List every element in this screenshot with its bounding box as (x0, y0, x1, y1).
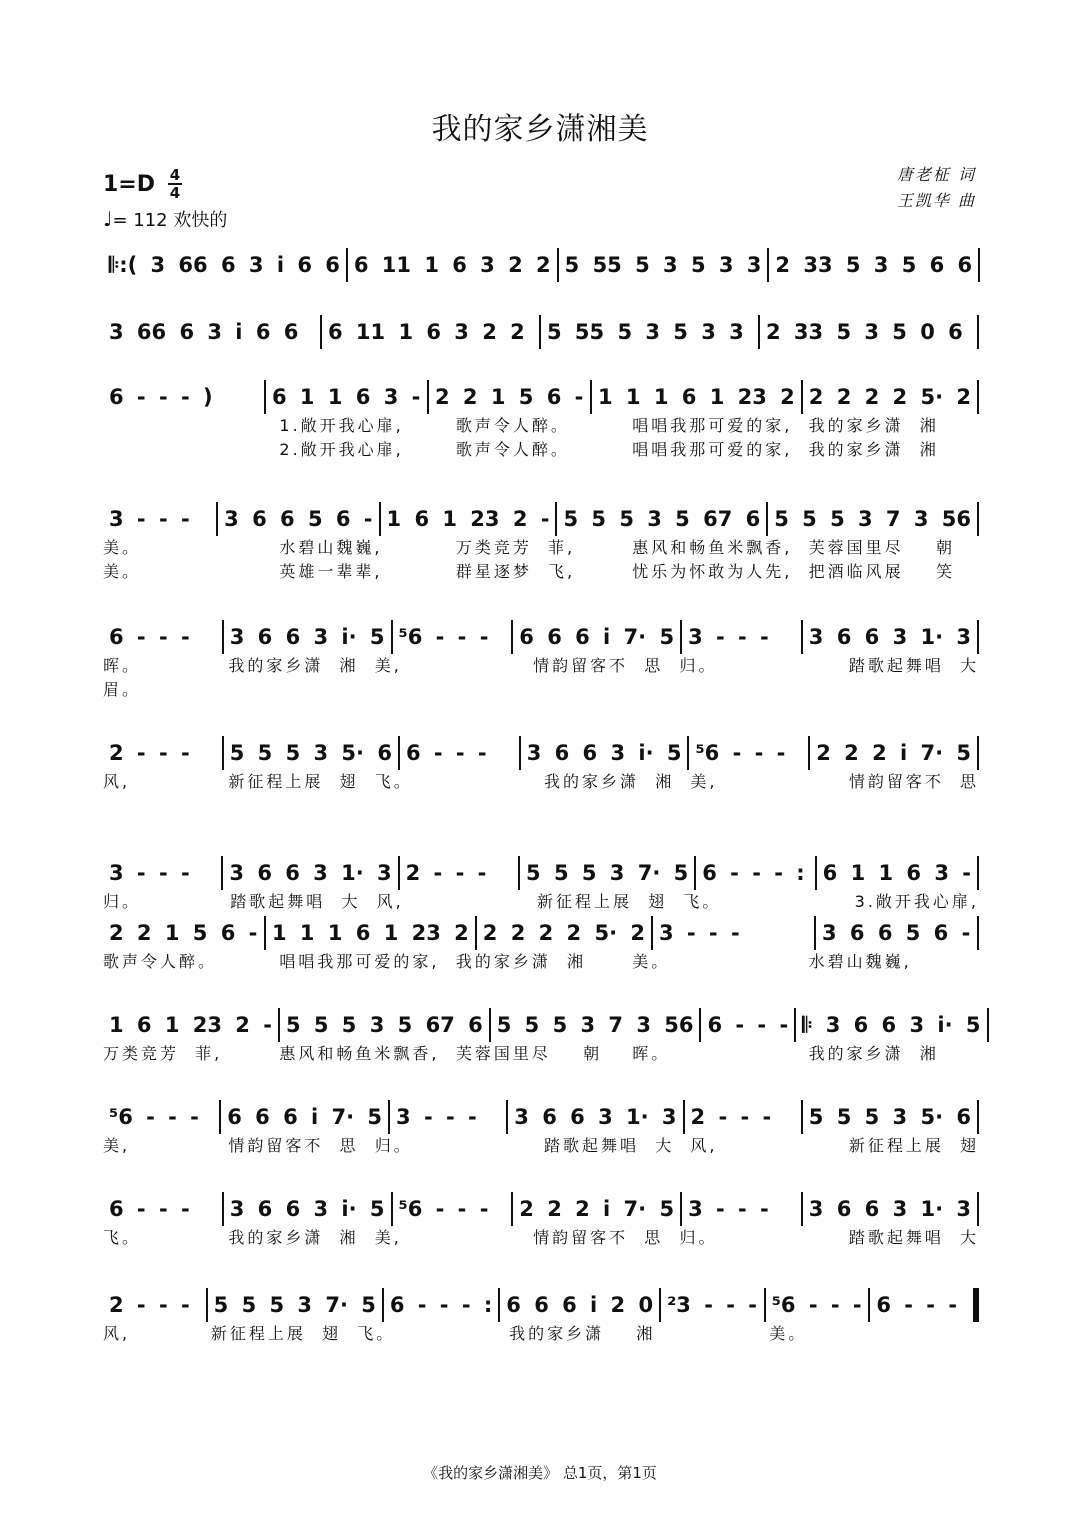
lyric-segment (871, 1322, 979, 1346)
measure (266, 385, 427, 409)
measure (266, 921, 475, 945)
measure-notes: ⁵6 - - - (695, 741, 786, 765)
measure-notes: 1 6 1 23 2 - (386, 507, 550, 531)
lyrics-line (103, 770, 979, 794)
lyric-segment (717, 1134, 842, 1158)
lyric-segment (404, 890, 531, 914)
measure-notes: 3 6 6 3 i· 5 (526, 741, 682, 765)
measure-notes: 2 33 5 3 5 0 6 (766, 320, 963, 344)
barline (987, 1008, 989, 1042)
score-row (103, 380, 979, 462)
notes-line (103, 380, 979, 414)
score-row (103, 736, 979, 794)
barline (977, 856, 979, 890)
measure-notes: 1 6 1 23 2 - (109, 1013, 272, 1037)
measure-notes: 6 - - - (405, 741, 487, 765)
barline (977, 315, 979, 349)
measure-notes: 𝄆 3 6 6 3 i· 5 (802, 1012, 981, 1037)
lyric-segment: 水碧山魏巍, (808, 952, 912, 971)
time-sig-bottom: 4 (169, 184, 181, 202)
measure-notes: ⁵6 - - - (398, 625, 489, 649)
measure (477, 921, 651, 945)
score-row (103, 1008, 979, 1066)
measure (103, 861, 221, 885)
lyric-segment (103, 438, 273, 462)
measure (760, 320, 977, 344)
measure-notes: 6 6 6 i 7· 5 (519, 625, 675, 649)
measure (696, 861, 814, 885)
lyric-segment: 新征程上展 翅 飞。 (228, 772, 413, 791)
lyrics-line (103, 1226, 979, 1250)
score-row (103, 248, 979, 282)
measure-notes: 3 - - - (688, 625, 769, 649)
measure (103, 1013, 278, 1037)
measure (103, 507, 216, 531)
lyric-segment: 风, (103, 772, 131, 791)
measure-notes: 3 6 6 3 1· 3 (514, 1105, 677, 1129)
tempo-text: = 112 欢快的 (112, 210, 228, 231)
lyric-segment: 我的家乡潇 湘 美, (228, 1228, 402, 1247)
measure-notes: 5 5 5 3 5 67 6 (563, 507, 761, 531)
measure (223, 861, 397, 885)
measure-notes: 3 - - - (688, 1197, 769, 1221)
measure-notes: 3 66 6 3 i 6 6 (109, 320, 299, 344)
lyric-segment (244, 678, 391, 702)
measure (513, 625, 680, 649)
measure (508, 1105, 682, 1129)
score-row (103, 1100, 979, 1158)
measure-notes: 2 - - - (109, 741, 190, 765)
measure (322, 320, 539, 344)
measure-notes: 1 1 1 6 1 23 2 (598, 385, 795, 409)
measure-notes: 5 5 5 3 7· 5 (213, 1293, 376, 1317)
measure-notes: 2 2 2 i 7· 5 (519, 1197, 675, 1221)
measure (103, 921, 264, 945)
measure (103, 320, 320, 344)
measure (491, 1013, 700, 1037)
measure (103, 741, 222, 765)
barline (977, 380, 979, 414)
page-footer: 《我的家乡潇湘美》 总1页，第1页 (423, 1464, 657, 1482)
composer: 王凯华 曲 (896, 191, 976, 210)
lyric-segment: 群星逐梦 飞, (455, 562, 576, 581)
lyrics-line (103, 890, 979, 914)
measure-notes: 5 5 5 3 5· 6 (808, 1105, 971, 1129)
measure (208, 1293, 382, 1317)
credits (897, 162, 976, 214)
lyric-segment: 新征程上展 翅 飞。 (210, 1324, 396, 1343)
measure-notes: 3 6 6 3 i· 5 (229, 1197, 385, 1221)
measure (393, 625, 512, 649)
measure-notes: 5 55 5 3 5 3 3 (564, 253, 762, 277)
score-row (103, 620, 979, 702)
measure (682, 625, 801, 649)
lyric-segment: 我的家乡潇 湘 (808, 1044, 939, 1063)
measure (559, 253, 768, 277)
lyric-segment: 美, (103, 1136, 131, 1155)
measure-notes: 6 1 1 6 3 - (272, 385, 421, 409)
lyric-segment (655, 1322, 763, 1346)
measure-notes: 1 1 1 6 1 23 2 (272, 921, 469, 945)
measure (769, 253, 978, 277)
measure-notes: 6 11 1 6 3 2 2 (328, 320, 525, 344)
measure-notes: 6 - - - (109, 625, 190, 649)
lyrics-line (103, 1042, 979, 1066)
measure-notes: 2 2 1 5 6 - (109, 921, 258, 945)
lyric-segment: 情韵留客不 思 (848, 772, 980, 791)
lyric-segment: 英雄一辈辈, (279, 562, 383, 581)
lyrics-line (103, 950, 979, 974)
barline (977, 502, 979, 536)
measure (348, 253, 557, 277)
notes-line (103, 248, 979, 282)
measure-notes: 3 6 6 5 6 - (821, 921, 971, 945)
lyric-segment: 唱唱我那可爱的家, (632, 416, 793, 435)
lyric-segment: 美。 (103, 538, 142, 557)
notes-line (103, 856, 979, 890)
measure-notes: 3 - - - (109, 507, 190, 531)
measure-notes: 2 2 1 5 6 - (435, 385, 584, 409)
score-row (103, 856, 979, 914)
measure (817, 861, 977, 885)
time-sig-top: 4 (169, 166, 181, 184)
measure-notes: ⁵6 - - - (398, 1197, 489, 1221)
score-row (103, 916, 979, 974)
measure (701, 1013, 794, 1037)
key-signature: 1=D (103, 172, 156, 197)
barline (977, 1100, 979, 1134)
measure-notes: 6 - - - (109, 1197, 190, 1221)
quarter-note-icon: ♩ (103, 207, 113, 231)
measure-notes: 2 2 2 2 5· 2 (808, 385, 971, 409)
measure (803, 625, 977, 649)
measure (803, 1197, 977, 1221)
measure-notes: 3 6 6 5 6 - (224, 507, 373, 531)
barline (977, 736, 979, 770)
measure (280, 1013, 489, 1037)
measure (103, 1293, 206, 1317)
notes-line (103, 736, 979, 770)
measure (224, 1197, 391, 1221)
lyric-segment: 万类竞芳 菲, (103, 1044, 223, 1063)
measure (768, 507, 977, 531)
lyric-segment: 踏歌起舞唱 大 (848, 1228, 980, 1247)
measure (400, 861, 518, 885)
measure (400, 741, 519, 765)
lyricist: 唐老柾 词 (896, 165, 976, 184)
notes-line (103, 315, 979, 349)
measure-notes: ²3 - - - (667, 1293, 757, 1317)
lyric-segment: 我的家乡潇 湘 (455, 952, 586, 971)
notes-line (103, 916, 979, 950)
lyric-segment: 眉。 (103, 680, 142, 699)
lyric-segment: 1.敞开我心扉, (279, 416, 404, 435)
lyric-segment: 芙蓉国里尽 朝 (808, 538, 955, 557)
time-signature (168, 168, 182, 200)
measure-notes: ⁵6 - - - (771, 1293, 862, 1317)
measure (429, 385, 590, 409)
measure-notes: 5 5 5 3 7 3 56 (774, 507, 971, 531)
score-row (103, 315, 979, 349)
lyric-segment: 歌声令人醉。 (455, 416, 570, 435)
lyric-segment: 新征程上展 翅 (848, 1136, 980, 1155)
measure (103, 625, 222, 649)
measure (103, 1197, 222, 1221)
measure-notes: 2 2 2 2 5· 2 (482, 921, 645, 945)
measure (682, 1197, 801, 1221)
lyric-segment: 踏歌起舞唱 大 风, (544, 1136, 718, 1155)
lyric-segment: 晖。 (632, 1044, 671, 1063)
lyric-segment: 水碧山魏巍, (279, 538, 383, 557)
measure (685, 1105, 801, 1129)
lyric-segment (391, 678, 538, 702)
barline (978, 248, 980, 282)
measure-notes: 6 - - - ) (109, 385, 213, 409)
lyric-segment: 情韵留客不 思 归。 (533, 1228, 718, 1247)
measure (592, 385, 801, 409)
measure (218, 507, 378, 531)
measure (803, 1105, 977, 1129)
measure-notes: 6 - - - : (389, 1293, 493, 1317)
measure-notes: 2 - - - (109, 1293, 190, 1317)
lyrics-line (103, 560, 979, 584)
measure (541, 320, 758, 344)
lyric-segment (103, 414, 273, 438)
lyric-segment: 3.敞开我心扉, (854, 892, 979, 911)
measure-notes: 3 6 6 3 1· 3 (229, 861, 392, 885)
lyric-segment (717, 1226, 842, 1250)
measure-notes: 2 - - - (690, 1105, 772, 1129)
measure-notes: 2 2 2 i 7· 5 (816, 741, 972, 765)
measure (103, 385, 264, 409)
score-row (103, 1192, 979, 1250)
measure-notes: 6 1 1 6 3 - (822, 861, 971, 885)
lyric-segment: 新征程上展 翅 飞。 (537, 892, 722, 911)
measure (796, 1013, 986, 1038)
lyric-segment (721, 890, 848, 914)
measure (520, 861, 694, 885)
barline (977, 916, 979, 950)
lyric-segment: 归。 (103, 892, 142, 911)
measure (513, 1197, 680, 1221)
measure-notes: 2 33 5 3 5 6 6 (775, 253, 973, 277)
barline (977, 1192, 979, 1226)
measure-notes: 3 - - - (658, 921, 740, 945)
measure-notes: 5 55 5 3 5 3 3 (547, 320, 744, 344)
measure-notes: 3 - - - (396, 1105, 477, 1129)
measure-notes: 6 6 6 i 7· 5 (227, 1105, 383, 1129)
lyric-segment: 美。 (769, 1324, 808, 1343)
lyric-segment: 踏歌起舞唱 大 (848, 656, 980, 675)
lyric-segment (717, 770, 842, 794)
notes-line (103, 620, 979, 654)
lyric-segment: 芙蓉国里尽 朝 (455, 1044, 603, 1063)
lyrics-line (103, 536, 979, 560)
score-row (103, 502, 979, 584)
measure (103, 253, 346, 278)
measure (393, 1197, 512, 1221)
notes-line (103, 1288, 979, 1322)
lyric-segment: 美。 (103, 562, 142, 581)
measure-notes: 3 - - - (109, 861, 190, 885)
lyric-segment (717, 654, 842, 678)
song-title: 我的家乡潇湘美 (431, 112, 649, 147)
lyric-segment: 我的家乡潇 湘 (509, 1324, 656, 1343)
lyric-segment: 我的家乡潇 湘 美, (228, 656, 402, 675)
measure-notes: 6 - - - (707, 1013, 789, 1037)
lyric-segment: 惠风和畅鱼米飘香, (279, 1044, 440, 1063)
measure-notes: ⁵6 - - - (109, 1105, 199, 1129)
notes-line (103, 502, 979, 536)
measure (557, 507, 766, 531)
lyric-segment (832, 678, 979, 702)
lyric-segment (413, 1134, 538, 1158)
measure (224, 625, 391, 649)
measure (390, 1105, 506, 1129)
lyrics-line (103, 1322, 979, 1346)
tempo-marking (103, 206, 227, 232)
measure (661, 1293, 764, 1317)
measure (500, 1293, 659, 1317)
measure-notes: 2 - - - (405, 861, 487, 885)
notes-line (103, 1192, 979, 1226)
measure (689, 741, 808, 765)
lyric-segment: 我的家乡潇 湘 (808, 416, 939, 435)
lyric-segment: 我的家乡潇 湘 (808, 440, 939, 459)
lyric-segment: 情韵留客不 思 归。 (533, 656, 718, 675)
measure-notes: 𝄆:( 3 66 6 3 i 6 6 (109, 252, 340, 277)
lyric-segment: 美。 (632, 952, 671, 971)
lyric-segment: 忧乐为怀敢为人先, (632, 562, 793, 581)
barline (973, 1288, 979, 1322)
measure (766, 1293, 869, 1317)
lyric-segment: 唱唱我那可爱的家, (279, 952, 440, 971)
lyric-segment: 万类竞芳 菲, (455, 538, 576, 557)
lyrics-line (103, 438, 979, 462)
notes-line (103, 1008, 979, 1042)
lyric-segment: 情韵留客不 思 归。 (228, 1136, 413, 1155)
measure (816, 921, 977, 945)
score-row (103, 1288, 979, 1346)
lyric-segment: 晖。 (103, 656, 142, 675)
measure-notes: 5 5 5 3 7· 5 (526, 861, 689, 885)
measure (810, 741, 977, 765)
measure (870, 1293, 973, 1317)
measure-notes: 5 5 5 3 5· 6 (229, 741, 392, 765)
measure-notes: 6 6 6 i 2 0 (506, 1293, 654, 1317)
lyric-segment: 惠风和畅鱼米飘香, (632, 538, 793, 557)
measure (384, 1293, 498, 1317)
lyrics-line (103, 654, 979, 678)
measure-notes: 3 6 6 3 1· 3 (808, 1197, 972, 1221)
measure (803, 385, 977, 409)
lyric-segment: 把酒临风展 笑 (808, 562, 955, 581)
measure-notes: 6 - - - (876, 1293, 958, 1317)
lyric-segment: 唱唱我那可爱的家, (632, 440, 793, 459)
lyric-segment: 2.敞开我心扉, (279, 440, 404, 459)
measure (221, 1105, 388, 1129)
lyrics-line (103, 1134, 979, 1158)
measure (653, 921, 814, 945)
measure (103, 1105, 219, 1129)
measure-notes: 3 6 6 3 i· 5 (229, 625, 385, 649)
lyric-segment: 我的家乡潇 湘 美, (544, 772, 718, 791)
lyric-segment (402, 654, 527, 678)
notes-line (103, 1100, 979, 1134)
measure-notes: 6 - - - : (702, 861, 805, 885)
lyric-segment: 风, (103, 1324, 131, 1343)
lyrics-line (103, 678, 979, 702)
measure-notes: 5 5 5 3 7 3 56 (496, 1013, 694, 1037)
lyric-segment: 飞。 (103, 1228, 142, 1247)
barline (977, 620, 979, 654)
lyric-segment: 歌声令人醉。 (455, 440, 570, 459)
measure-notes: 5 5 5 3 5 67 6 (285, 1013, 483, 1037)
measure (224, 741, 398, 765)
lyric-segment (395, 1322, 503, 1346)
lyric-segment: 歌声令人醉。 (103, 952, 218, 971)
measure (521, 741, 688, 765)
lyric-segment (413, 770, 538, 794)
lyric-segment (538, 678, 685, 702)
lyrics-line (103, 414, 979, 438)
lyric-segment (685, 678, 832, 702)
lyric-segment: 踏歌起舞唱 大 风, (230, 892, 404, 911)
measure (381, 507, 556, 531)
measure-notes: 6 11 1 6 3 2 2 (353, 253, 551, 277)
measure-notes: 3 6 6 3 1· 3 (808, 625, 972, 649)
lyric-segment (402, 1226, 527, 1250)
